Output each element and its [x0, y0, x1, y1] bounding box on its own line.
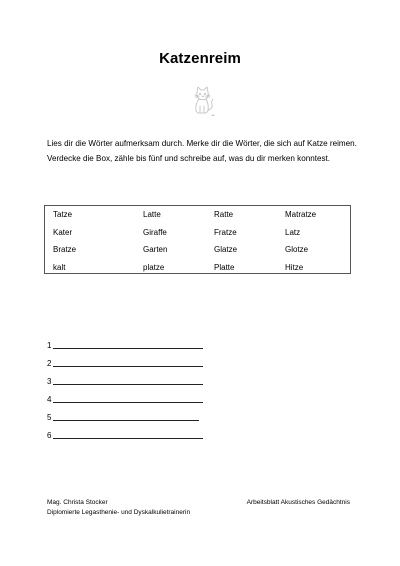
answer-number: 4: [47, 395, 52, 404]
answer-number: 5: [47, 413, 52, 422]
author-title: Diplomierte Legasthenie- und Dyskalkulietrainerin: [47, 509, 191, 516]
instructions-text: Lies dir die Wörter aufmerksam durch. Merke dir die Wörter, die sich auf Katze reimen. Verdecke die Box, zähle bis fünf und schreibe auf, was du dir merken konntest.: [47, 139, 357, 163]
word-cell: Platte: [214, 262, 235, 272]
word-row: [53, 245, 346, 263]
answer-line[interactable]: [47, 369, 217, 387]
answer-line[interactable]: [47, 351, 217, 369]
author-name: Mag. Christa Stocker: [47, 499, 108, 506]
answer-line[interactable]: [47, 423, 217, 441]
answer-rule: [53, 348, 203, 349]
word-row: [53, 228, 346, 246]
word-cell: Hitze: [285, 262, 304, 272]
word-grid: [53, 210, 346, 280]
word-cell: Tatze: [53, 210, 73, 219]
word-cell: Kater: [53, 227, 73, 237]
answer-rule: [53, 384, 203, 385]
word-cell: Bratze: [53, 245, 77, 255]
answer-rule: [53, 438, 203, 439]
cat-icon: [183, 84, 219, 120]
word-cell: Garten: [143, 245, 168, 255]
answer-number: 6: [47, 431, 52, 440]
word-cell: Fratze: [214, 227, 237, 237]
word-cell: Latte: [143, 210, 161, 219]
word-cell: Glotze: [285, 245, 309, 255]
word-cell: Matratze: [285, 210, 317, 219]
answer-line[interactable]: [47, 405, 217, 423]
answer-number: 1: [47, 341, 52, 350]
answer-line[interactable]: [47, 333, 217, 351]
word-cell: Ratte: [214, 210, 234, 219]
answer-number: 2: [47, 359, 52, 368]
word-cell: Giraffe: [143, 227, 167, 237]
answer-rule: [53, 366, 203, 367]
word-box: [44, 205, 351, 274]
word-row: [53, 210, 346, 228]
word-cell: Glatze: [214, 245, 238, 255]
word-row: [53, 263, 346, 281]
answer-line[interactable]: [47, 387, 217, 405]
word-cell: kalt: [53, 262, 66, 272]
answer-number: 3: [47, 377, 52, 386]
footer-worksheet-label: Arbeitsblatt Akustisches Gedächtnis: [246, 499, 350, 506]
answer-rule: [53, 420, 199, 421]
footer-author: [47, 498, 190, 518]
answer-rule: [53, 402, 203, 403]
page-title: Katzenreim: [159, 50, 241, 67]
word-cell: Latz: [285, 227, 301, 237]
word-cell: platze: [143, 262, 165, 272]
answer-lines: [47, 333, 217, 441]
